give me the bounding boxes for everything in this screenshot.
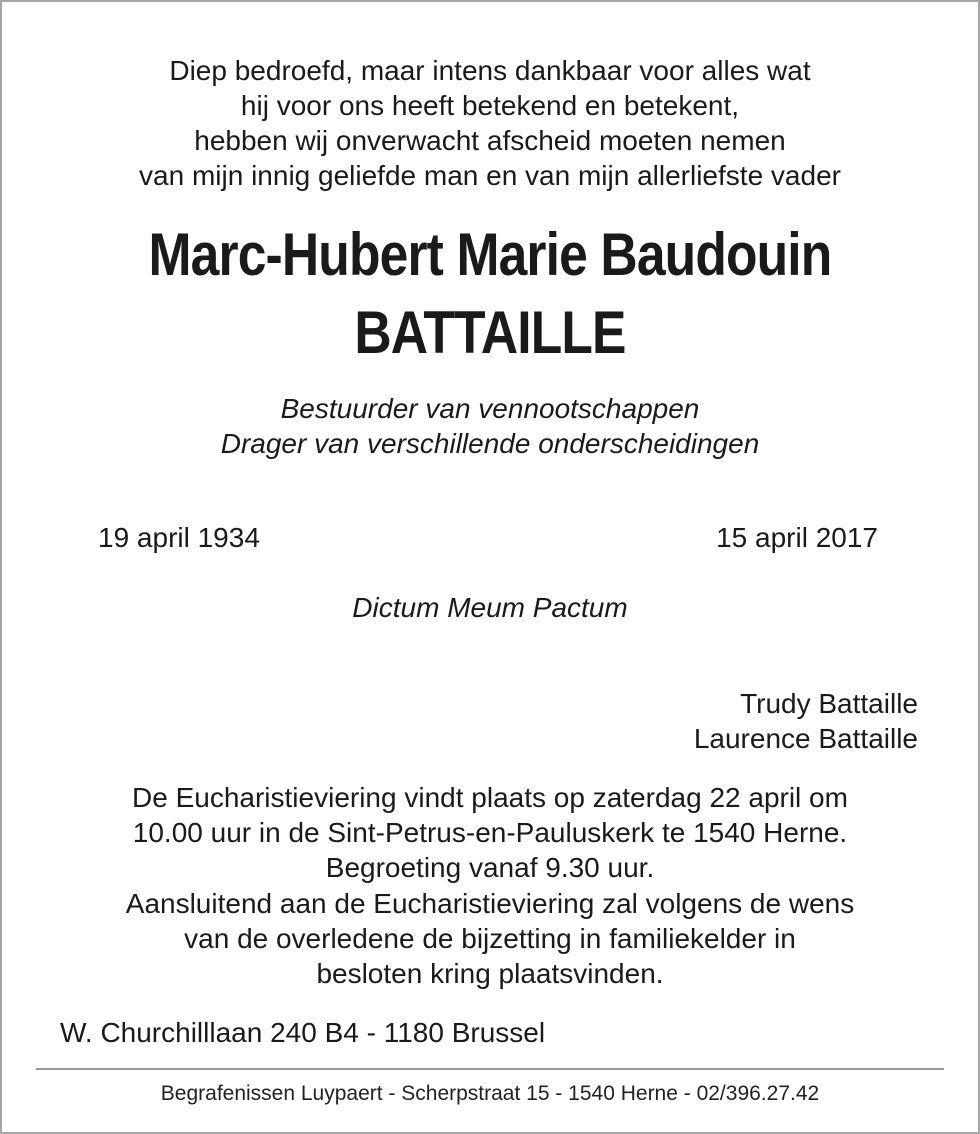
ceremony-line: Begroeting vanaf 9.30 uur. xyxy=(325,852,655,884)
intro-line: Diep bedroefd, maar intens dankbaar voor alles wat xyxy=(169,55,811,86)
role-line: Drager van verschillende onderscheidingen xyxy=(220,428,760,459)
intro-line: hebben wij onverwacht afscheid moeten nemen xyxy=(194,125,786,156)
deceased-name xyxy=(69,216,912,372)
deceased-given-names: Marc-Hubert Marie Baudouin xyxy=(148,221,832,288)
ceremony-details xyxy=(0,780,980,991)
family-names xyxy=(694,686,918,756)
deceased-roles xyxy=(0,391,980,461)
role-line: Bestuurder van vennootschappen xyxy=(280,393,700,424)
deceased-surname: BATTAILLE xyxy=(354,299,626,366)
ceremony-line: Aansluitend aan de Eucharistieviering zal volgens de wens xyxy=(125,887,855,919)
death-date: 15 april 2017 xyxy=(716,522,878,553)
intro-line: van mijn innig geliefde man en van mijn allerliefste vader xyxy=(139,160,841,191)
family-address: W. Churchilllaan 240 B4 - 1180 Brussel xyxy=(60,1017,546,1048)
intro-text xyxy=(0,53,980,193)
birth-date: 19 april 1934 xyxy=(98,522,260,553)
ceremony-line: van de overledene de bijzetting in familiekelder in xyxy=(184,922,796,954)
motto: Dictum Meum Pactum xyxy=(352,592,628,623)
family-member: Trudy Battaille xyxy=(740,688,918,719)
footer-divider xyxy=(36,1068,944,1070)
intro-line: hij voor ons heeft betekend en betekent, xyxy=(240,90,740,121)
ceremony-line: De Eucharistieviering vindt plaats op zaterdag 22 april om xyxy=(132,782,848,813)
funeral-home-footer: Begrafenissen Luypaert - Scherpstraat 15 - 1540 Herne - 02/396.27.42 xyxy=(160,1082,820,1105)
family-member: Laurence Battaille xyxy=(693,723,918,754)
ceremony-line: 10.00 uur in de Sint-Petrus-en-Pauluskerk te 1540 Herne. xyxy=(132,817,848,849)
ceremony-line: besloten kring plaatsvinden. xyxy=(316,958,664,990)
